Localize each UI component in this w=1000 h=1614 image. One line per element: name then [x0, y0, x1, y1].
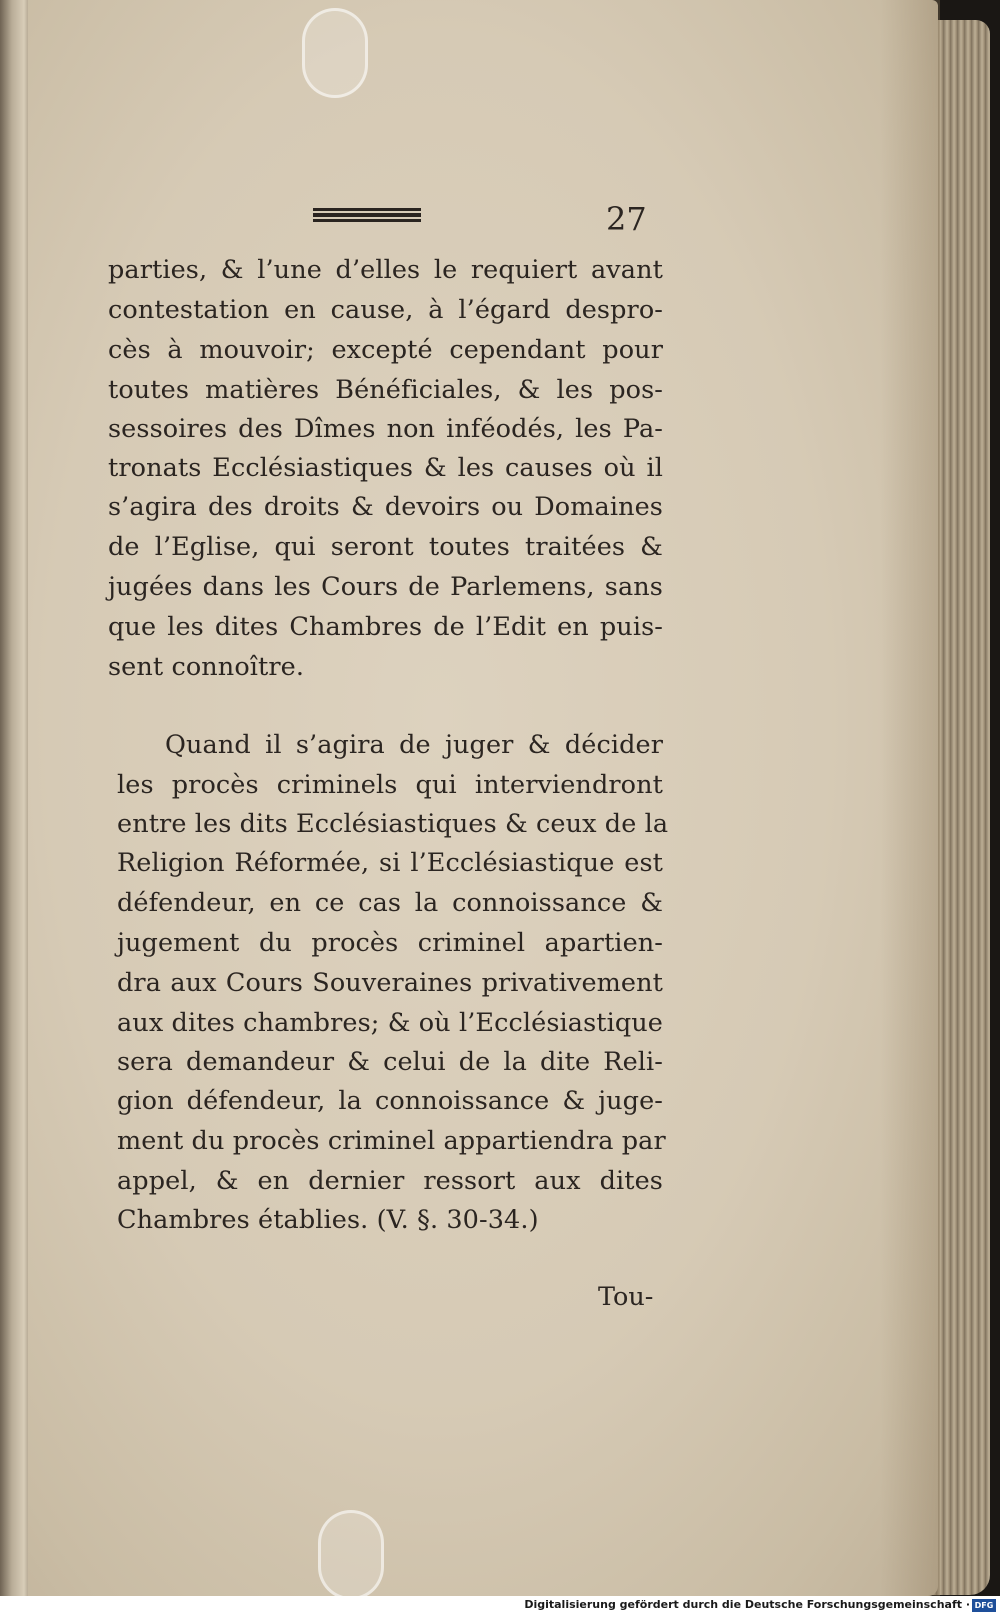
text-line: appel, & en dernier ressort aux dites	[117, 1166, 663, 1196]
text-line: dra aux Cours Souveraines privativement	[117, 968, 663, 998]
text-line: toutes matières Bénéficiales, & les pos-	[108, 375, 663, 405]
text-line: jugées dans les Cours de Parlemens, sans	[108, 572, 663, 602]
footer-bar	[0, 1596, 1000, 1614]
text-line: entre les dits Ecclésiastiques & ceux de la	[117, 809, 669, 839]
text-line: les procès criminels qui interviendront	[117, 770, 663, 800]
page-holder-clip-top	[302, 8, 368, 98]
text-line: Chambres établies. (V. §. 30-34.)	[117, 1205, 539, 1235]
text-line: Quand il s’agira de juger & décider	[165, 730, 663, 760]
text-line: défendeur, en ce cas la connoissance &	[117, 888, 663, 918]
text-line: gion défendeur, la connoissance & juge-	[117, 1086, 663, 1116]
text-line: jugement du procès criminel apartien-	[117, 928, 663, 958]
text-line: Religion Réformée, si l’Ecclésiastique est	[117, 848, 663, 878]
text-line: sessoires des Dîmes non inféodés, les Pa-	[108, 414, 663, 444]
text-line: s’agira des droits & devoirs ou Domaines	[108, 492, 663, 522]
catchword: Tou-	[598, 1282, 654, 1312]
text-line: sera demandeur & celui de la dite Reli-	[117, 1047, 663, 1077]
text-line: tronats Ecclésiastiques & les causes où il	[108, 453, 663, 483]
text-line: sent connoître.	[108, 652, 305, 682]
header-ornament-rule	[313, 208, 421, 222]
previous-page-edge	[0, 0, 30, 1600]
dfg-logo-icon: DFG	[972, 1599, 996, 1612]
text-line: cès à mouvoir; excepté cependant pour	[108, 335, 663, 365]
page-number: 27	[606, 200, 647, 238]
text-line: contestation en cause, à l’égard despro-	[108, 295, 663, 325]
funding-credit: Digitalisierung gefördert durch die Deutsche Forschungsgemeinschaft ·	[524, 1598, 970, 1611]
page-holder-clip-bottom	[318, 1510, 384, 1600]
text-line: parties, & l’une d’elles le requiert avant	[108, 255, 663, 285]
text-line: ment du procès criminel appartiendra par	[117, 1126, 666, 1156]
text-line: aux dites chambres; & où l’Ecclésiastique	[117, 1008, 663, 1038]
page-edge-shadow	[880, 0, 940, 1596]
text-line: de l’Eglise, qui seront toutes traitées &	[108, 532, 663, 562]
text-line: que les dites Chambres de l’Edit en puis-	[108, 612, 663, 642]
